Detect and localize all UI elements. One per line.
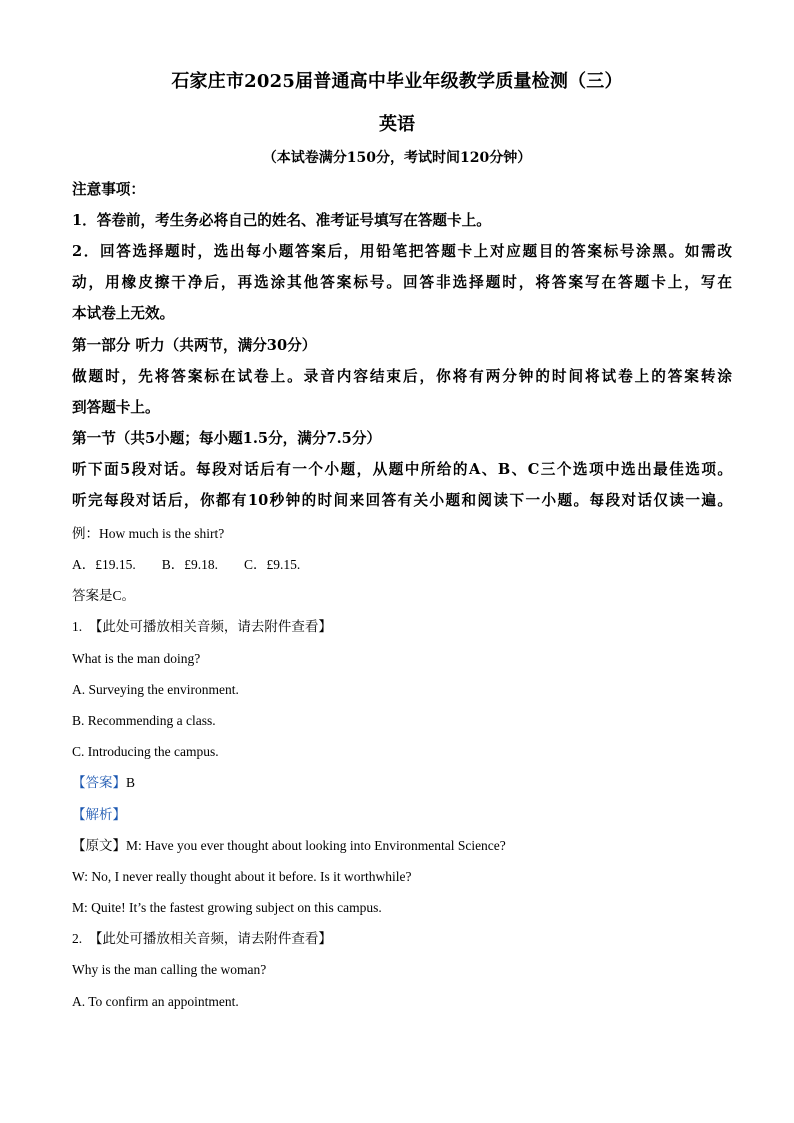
part1-desc-line-1: 做题时，先将答案标在试卷上。录音内容结束后，你将有两分钟的时间将试卷上的答案转涂 [72,368,732,385]
q1-option-c: C. Introducing the campus. [72,744,219,759]
q2-number: 2. [72,931,83,946]
q2-question: Why is the man calling the woman? [72,962,267,977]
transcript-label: 【原文】 [72,838,126,854]
example-option-c: C．£9.15. [244,557,301,572]
answer-value: B [126,775,136,790]
q1-header [72,620,732,635]
example-question: 例：How much is the shirt? [72,526,225,541]
instruction-item-2-line-3: 本试卷上无效。 [72,305,175,322]
q1-audio-note[interactable]: 【此处可播放相关音频，请去附件查看】 [88,619,332,635]
q1-question: What is the man doing? [72,651,201,666]
example-option-b: B．£9.18. [161,557,219,572]
example-answer: 答案是C。 [72,588,136,603]
instruction-item-1: 1．答卷前，考生务必将自己的姓名、准考证号填写在答题卡上。 [72,212,491,229]
instructions-heading: 注意事项： [72,181,145,198]
exam-note: （本试卷满分150分，考试时间120分钟） [262,150,532,166]
q1-transcript-line-1 [72,839,732,854]
q2-header [72,932,732,947]
analysis-label: 【解析】 [72,807,126,823]
document-title: 石家庄市2025届普通高中毕业年级教学质量检测（三） [171,71,623,92]
example-option-a: A．£19.15. [72,557,136,572]
q1-option-b: B. Recommending a class. [72,713,216,728]
example-options [72,558,732,572]
q1-number: 1. [72,619,83,634]
q1-answer [72,776,732,791]
part1-heading: 第一部分 听力（共两节，满分30分） [72,337,317,354]
instruction-item-2-line-1: 2．回答选择题时，选出每小题答案后，用铅笔把答题卡上对应题目的答案标号涂黑。如需改 [72,243,732,260]
transcript-text-1: M: Have you ever thought about looking into Environmental Science? [126,838,506,853]
q1-transcript-line-2: W: No, I never really thought about it before. Is it worthwhile? [72,869,412,884]
subject-heading: 英语 [379,114,415,135]
q1-analysis [72,808,732,823]
section1-heading: 第一节（共5小题；每小题1.5分，满分7.5分） [72,430,382,447]
q1-transcript-line-3: M: Quite! It’s the fastest growing subject on this campus. [72,900,382,915]
q2-option-a: A. To confirm an appointment. [72,994,239,1009]
part1-desc-line-2: 到答题卡上。 [72,399,160,416]
section1-desc-line-1: 听下面5段对话。每段对话后有一个小题，从题中所给的A、B、C三个选项中选出最佳选项。 [72,461,732,478]
instruction-item-2-line-2: 动，用橡皮擦干净后，再选涂其他答案标号。回答非选择题时，将答案写在答题卡上，写在 [72,274,732,291]
q1-option-a: A. Surveying the environment. [72,682,239,697]
section1-desc-line-2: 听完每段对话后，你都有10秒钟的时间来回答有关小题和阅读下一小题。每段对话仅读一遍。 [72,492,732,509]
q2-audio-note[interactable]: 【此处可播放相关音频，请去附件查看】 [88,931,332,947]
answer-label: 【答案】 [72,775,126,791]
